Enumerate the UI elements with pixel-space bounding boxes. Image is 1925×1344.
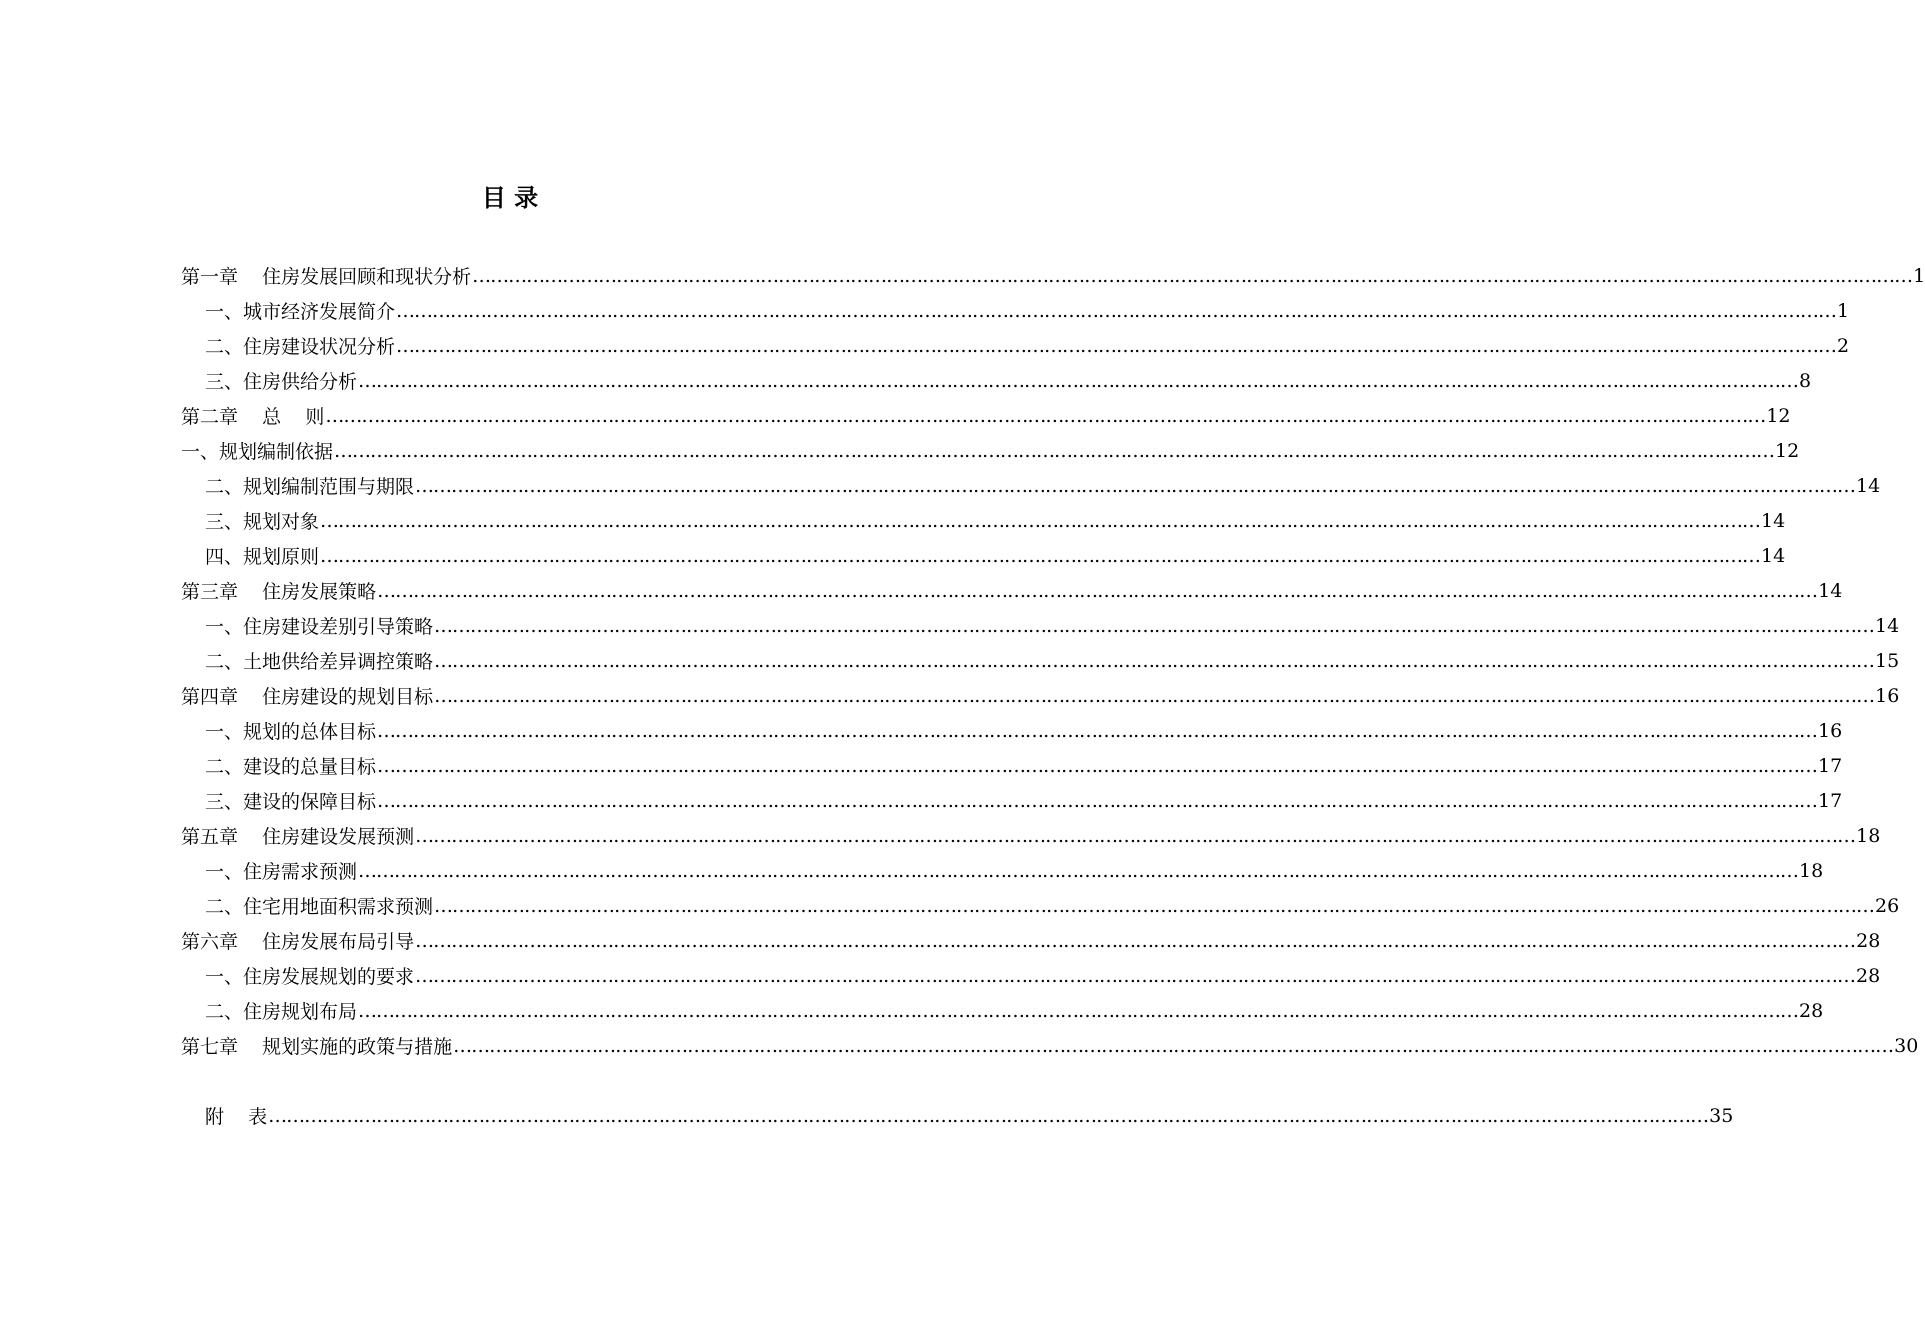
toc-entry[interactable]	[205, 958, 1881, 993]
toc-dot-leader: ……………………………………………………………………………………………………………………………………………………………………………………………………………………	[434, 649, 1875, 672]
toc-page-number: 28	[1799, 999, 1824, 1022]
toc-entry[interactable]	[205, 783, 1843, 818]
toc-entry[interactable]	[205, 328, 1850, 363]
toc-page-number: 35	[1709, 1104, 1734, 1127]
toc-dot-leader: ……………………………………………………………………………………………………………………………………………………………………………………………………………………	[396, 334, 1837, 357]
toc-entry-label: 一、住房发展规划的要求	[205, 966, 415, 988]
toc-entry-label: 第三章 住房发展策略	[181, 581, 377, 603]
toc-dot-leader: ……………………………………………………………………………………………………………………………………………………………………………………………………………………	[320, 509, 1761, 532]
toc-entry-label: 二、住房规划布局	[205, 1001, 358, 1023]
page-title: 目 录	[481, 183, 539, 212]
toc-page-number: 17	[1818, 754, 1843, 777]
toc-entry-label: 二、规划编制范围与期限	[205, 476, 415, 498]
toc-page-number: 14	[1818, 579, 1843, 602]
toc-page-number: 30	[1894, 1034, 1919, 1057]
toc-page-number: 14	[1856, 474, 1881, 497]
toc-entry[interactable]	[205, 503, 1786, 538]
toc-dot-leader: ……………………………………………………………………………………………………………………………………………………………………………………………………………………	[358, 369, 1799, 392]
toc-entry[interactable]	[205, 293, 1850, 328]
toc-entry[interactable]	[205, 993, 1824, 1028]
toc-dot-leader: ……………………………………………………………………………………………………………………………………………………………………………………………………………………	[434, 614, 1875, 637]
toc-entry-label: 二、住房建设状况分析	[205, 336, 396, 358]
toc-dot-leader: ……………………………………………………………………………………………………………………………………………………………………………………………………………………	[453, 1034, 1894, 1057]
toc-entry-label: 三、规划对象	[205, 511, 320, 533]
toc-entry[interactable]	[205, 608, 1900, 643]
toc-entry[interactable]	[205, 888, 1900, 923]
toc-entry-label: 第六章 住房发展布局引导	[181, 931, 415, 953]
toc-entry-label: 一、住房需求预测	[205, 861, 358, 883]
toc-dot-leader: ……………………………………………………………………………………………………………………………………………………………………………………………………………………	[415, 964, 1856, 987]
toc-page-number: 17	[1818, 789, 1843, 812]
toc-entry-label: 一、规划编制依据	[181, 441, 334, 463]
toc-entry-label: 第七章 规划实施的政策与措施	[181, 1036, 453, 1058]
toc-entry[interactable]	[205, 643, 1900, 678]
toc-entry[interactable]	[205, 1098, 1734, 1133]
toc-entry[interactable]	[181, 433, 1800, 468]
toc-entry[interactable]	[205, 853, 1824, 888]
toc-entry-label: 二、土地供给差异调控策略	[205, 651, 434, 673]
toc-entry[interactable]	[205, 363, 1812, 398]
toc-entry[interactable]	[181, 1028, 1919, 1063]
toc-entry[interactable]	[205, 468, 1881, 503]
toc-page-number: 16	[1818, 719, 1843, 742]
toc-dot-leader: ……………………………………………………………………………………………………………………………………………………………………………………………………………………	[358, 859, 1799, 882]
toc-dot-leader: ……………………………………………………………………………………………………………………………………………………………………………………………………………………	[377, 789, 1818, 812]
toc-dot-leader: ……………………………………………………………………………………………………………………………………………………………………………………………………………………	[396, 299, 1837, 322]
toc-entry-label: 四、规划原则	[205, 546, 320, 568]
toc-entry-label: 三、建设的保障目标	[205, 791, 377, 813]
toc-dot-leader: ……………………………………………………………………………………………………………………………………………………………………………………………………………………	[377, 719, 1818, 742]
toc-page-number: 15	[1875, 649, 1900, 672]
toc-entry-label: 第二章 总 则	[181, 406, 325, 428]
toc-page-number: 14	[1875, 614, 1900, 637]
toc-page-number: 26	[1875, 894, 1900, 917]
toc-dot-leader: ……………………………………………………………………………………………………………………………………………………………………………………………………………………	[325, 404, 1766, 427]
toc-page-number: 14	[1761, 544, 1786, 567]
toc-dot-leader: ……………………………………………………………………………………………………………………………………………………………………………………………………………………	[415, 824, 1856, 847]
toc-entry[interactable]	[181, 258, 1925, 293]
toc-dot-leader: ……………………………………………………………………………………………………………………………………………………………………………………………………………………	[415, 929, 1856, 952]
toc-dot-leader: ……………………………………………………………………………………………………………………………………………………………………………………………………………………	[472, 264, 1913, 287]
toc-entry-label: 第四章 住房建设的规划目标	[181, 686, 434, 708]
toc-entry[interactable]	[181, 573, 1843, 608]
toc-entry-label: 二、建设的总量目标	[205, 756, 377, 778]
toc-entry[interactable]	[205, 748, 1843, 783]
toc-dot-leader: ……………………………………………………………………………………………………………………………………………………………………………………………………………………	[434, 894, 1875, 917]
toc-dot-leader: ……………………………………………………………………………………………………………………………………………………………………………………………………………………	[320, 544, 1761, 567]
toc-dot-leader: ……………………………………………………………………………………………………………………………………………………………………………………………………………………	[377, 754, 1818, 777]
toc-page-number: 12	[1766, 404, 1791, 427]
toc-page-number: 18	[1856, 824, 1881, 847]
toc-page-number: 12	[1775, 439, 1800, 462]
toc-entry-label: 二、住宅用地面积需求预测	[205, 896, 434, 918]
toc-dot-leader: ……………………………………………………………………………………………………………………………………………………………………………………………………………………	[415, 474, 1856, 497]
toc-page-number: 8	[1799, 369, 1812, 392]
toc-dot-leader: ……………………………………………………………………………………………………………………………………………………………………………………………………………………	[334, 439, 1775, 462]
toc-entry[interactable]	[205, 538, 1786, 573]
toc-entry[interactable]	[205, 713, 1843, 748]
toc-entry-label: 一、规划的总体目标	[205, 721, 377, 743]
toc-page-number: 14	[1761, 509, 1786, 532]
toc-page-number: 18	[1799, 859, 1824, 882]
toc-entry[interactable]	[181, 398, 1791, 433]
toc-dot-leader: ……………………………………………………………………………………………………………………………………………………………………………………………………………………	[434, 684, 1875, 707]
toc-entry-label: 一、城市经济发展简介	[205, 301, 396, 323]
toc-page-number: 16	[1875, 684, 1900, 707]
toc-page-number: 28	[1856, 929, 1881, 952]
toc-page-number: 1	[1837, 299, 1850, 322]
toc-entry-label: 三、住房供给分析	[205, 371, 358, 393]
toc-dot-leader: ……………………………………………………………………………………………………………………………………………………………………………………………………………………	[358, 999, 1799, 1022]
toc-dot-leader: ……………………………………………………………………………………………………………………………………………………………………………………………………………………	[268, 1104, 1709, 1127]
toc-page-number: 1	[1913, 264, 1925, 287]
toc-entry[interactable]	[181, 678, 1900, 713]
toc-entry-label: 附 表	[205, 1106, 268, 1128]
toc-entry[interactable]	[181, 818, 1881, 853]
toc-entry-label: 第五章 住房建设发展预测	[181, 826, 415, 848]
toc-entry[interactable]	[181, 923, 1881, 958]
toc-entry-label: 一、住房建设差别引导策略	[205, 616, 434, 638]
toc-dot-leader: ……………………………………………………………………………………………………………………………………………………………………………………………………………………	[377, 579, 1818, 602]
toc-page-number: 2	[1837, 334, 1850, 357]
toc-entry-label: 第一章 住房发展回顾和现状分析	[181, 266, 472, 288]
toc-page-number: 28	[1856, 964, 1881, 987]
